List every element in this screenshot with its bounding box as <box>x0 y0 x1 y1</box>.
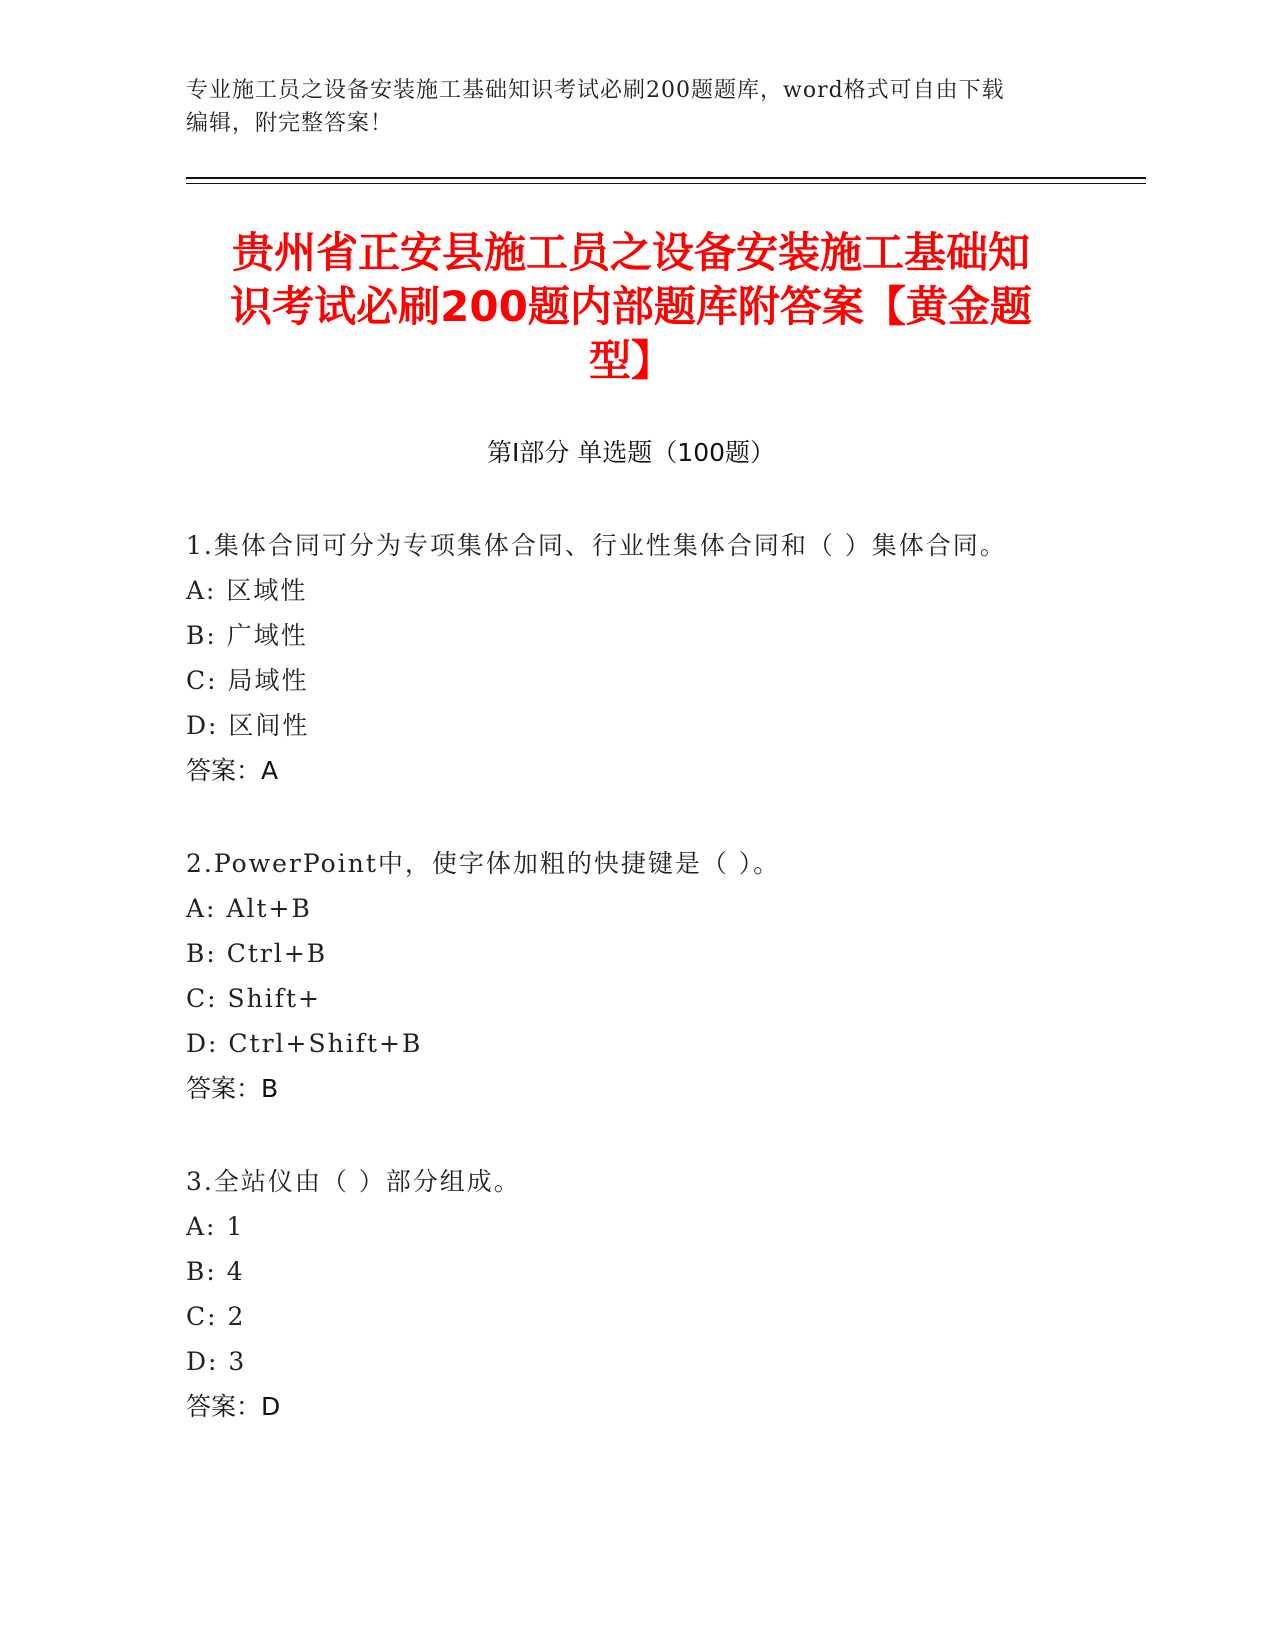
option-d: D: Ctrl+Shift+B <box>186 1029 423 1058</box>
option-c: C: Shift+ <box>186 984 321 1013</box>
question-stem: 3.全站仪由（ ）部分组成。 <box>186 1167 521 1196</box>
option-c: C: 2 <box>186 1302 246 1331</box>
option-b: B: 广域性 <box>186 621 308 650</box>
answer: 答案：A <box>186 756 279 785</box>
option-a: A: 1 <box>186 1212 245 1241</box>
option-b: B: Ctrl+B <box>186 939 328 968</box>
title-line: 识考试必刷200题内部题库附答案【黄金题 <box>230 282 1032 331</box>
header-note-line: 专业施工员之设备安装施工基础知识考试必刷200题题库，word格式可自由下载 <box>186 78 1005 103</box>
option-b: B: 4 <box>186 1257 245 1286</box>
question-2 <box>186 841 1146 1111</box>
option-c: C: 局域性 <box>186 666 309 695</box>
question-stem: 1.集体合同可分为专项集体合同、行业性集体合同和（ ）集体合同。 <box>186 531 1007 560</box>
header-divider-thick <box>186 177 1146 179</box>
section-heading: 第Ⅰ部分 单选题（100题） <box>486 438 776 467</box>
question-3 <box>186 1159 1146 1429</box>
question-stem: 2.PowerPoint中，使字体加粗的快捷键是（ ）。 <box>186 849 781 878</box>
document-title <box>186 226 1076 388</box>
header-divider-thin <box>186 183 1146 184</box>
option-d: D: 3 <box>186 1347 247 1376</box>
answer: 答案：D <box>186 1392 281 1421</box>
header-note-line: 编辑，附完整答案！ <box>186 111 394 136</box>
option-a: A: 区域性 <box>186 576 308 605</box>
title-line: 贵州省正安县施工员之设备安装施工基础知 <box>231 228 1030 277</box>
title-line: 型】 <box>588 336 673 385</box>
question-1 <box>186 523 1146 793</box>
answer: 答案：B <box>186 1074 279 1103</box>
option-d: D: 区间性 <box>186 711 310 740</box>
header-note <box>186 74 1066 140</box>
option-a: A: Alt+B <box>186 894 312 923</box>
